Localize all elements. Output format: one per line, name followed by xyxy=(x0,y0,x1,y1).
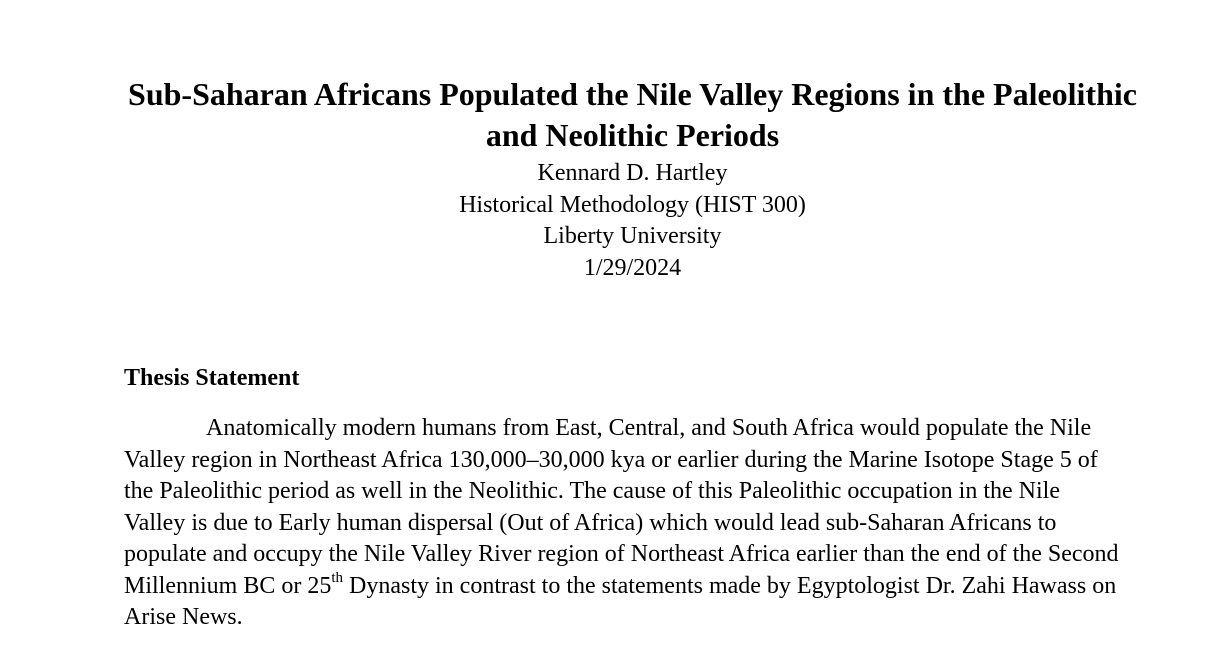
title-block xyxy=(120,158,1145,284)
course-name: Historical Methodology (HIST 300) xyxy=(459,191,806,218)
thesis-text-part1: Anatomically modern humans from East, Central, and South Africa would populate the Nile Valley region in Northeast Africa 130,000–30,000 kya or earlier during the Marine Isotope Stage 5 of the Paleolithic period as well in the Neolithic. The cause of this Paleolithic occupation in the Nile Valley is due to Early human dispersal (Out of Africa) which would lead sub-Saharan Africans to populate and occupy the Nile Valley River region of Northeast Africa earlier than the end of the Second Millennium BC or 25 xyxy=(124,415,1119,599)
institution-name: Liberty University xyxy=(543,223,722,249)
document-date: 1/29/2024 xyxy=(583,254,682,281)
document-title: Sub-Saharan Africans Populated the Nile Valley Regions in the Paleolithic and Neolithic Periods xyxy=(128,76,1137,153)
thesis-text-part2: Dynasty in contrast to the statements made by Egyptologist Dr. Zahi Hawass on Arise News. xyxy=(124,572,1117,630)
author-name: Kennard D. Hartley xyxy=(537,160,728,186)
thesis-paragraph xyxy=(124,413,1119,634)
section-heading: Thesis Statement xyxy=(124,365,300,391)
ordinal-superscript: th xyxy=(331,569,344,586)
